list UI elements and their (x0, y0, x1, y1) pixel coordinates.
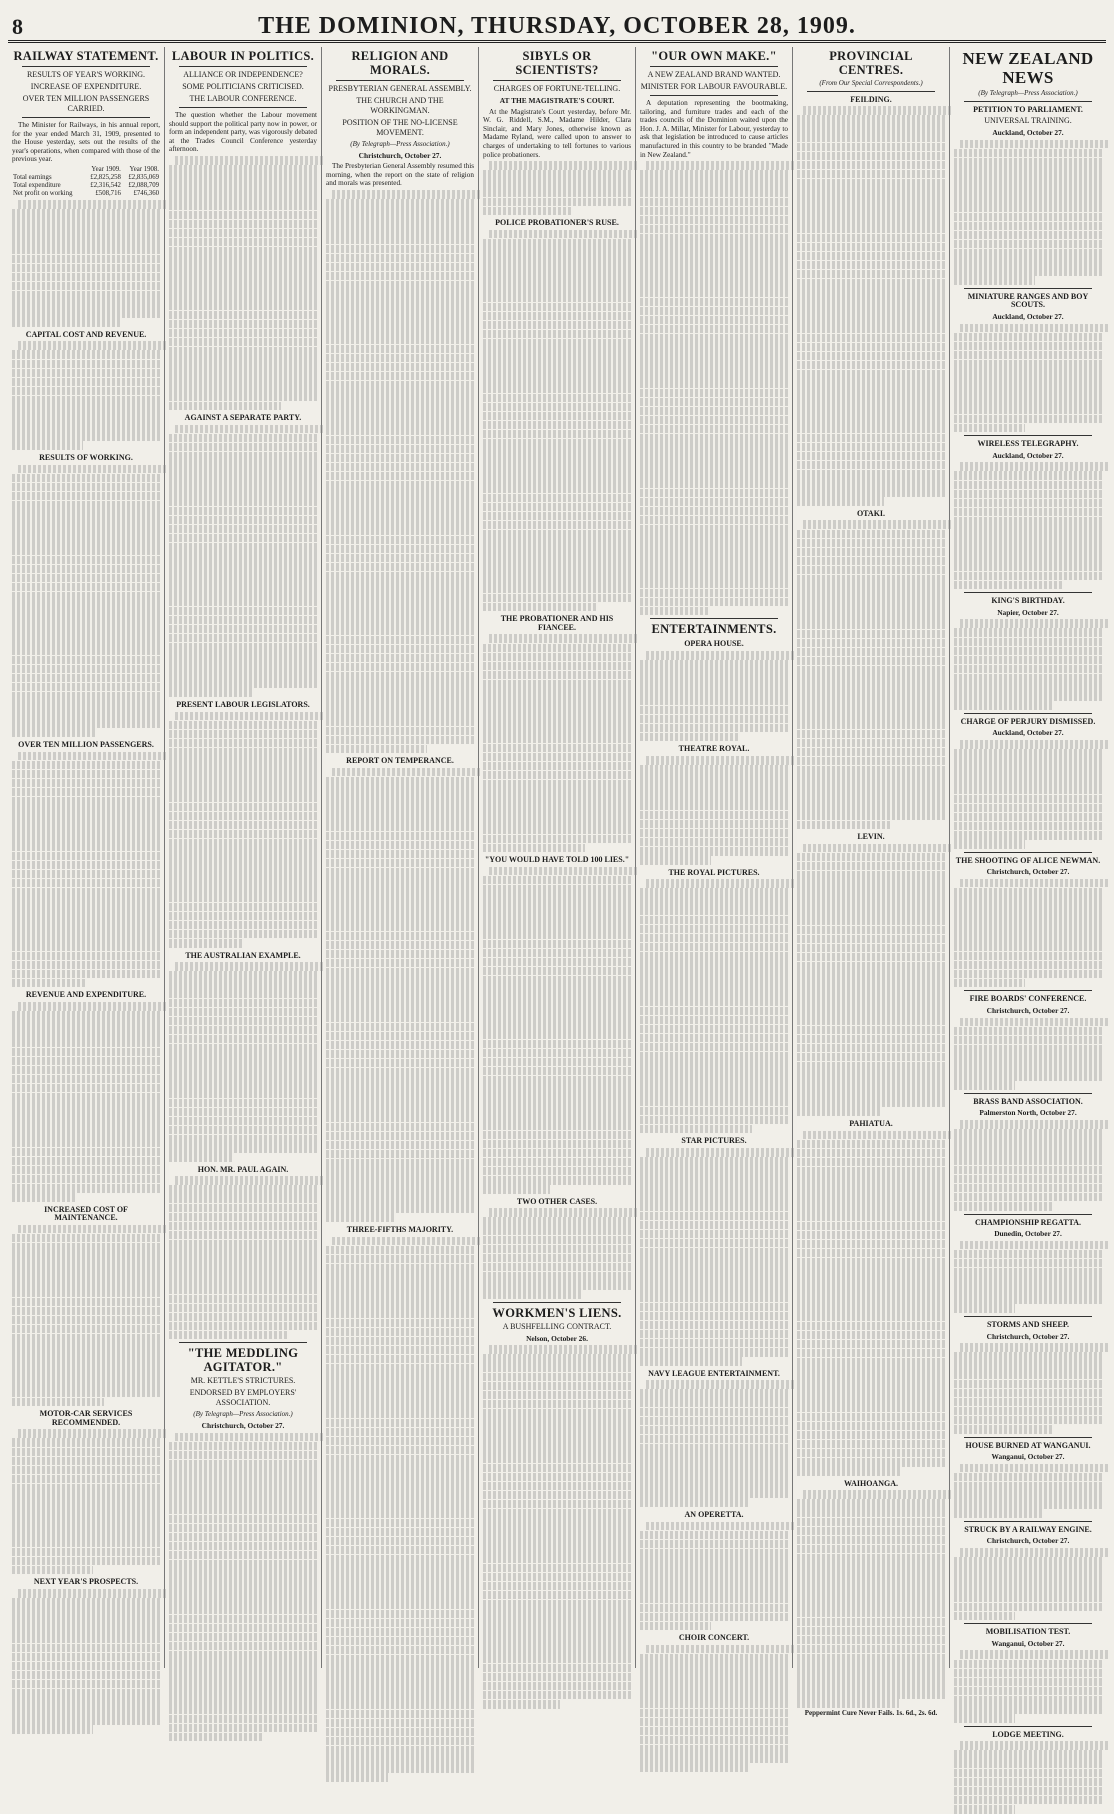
table-cell: £508,716 (95, 189, 121, 197)
deck: ENDORSED BY EMPLOYERS' ASSOCIATION. (189, 1388, 297, 1408)
dateline: Auckland, October 27. (992, 450, 1064, 460)
railway-stats-table (12, 166, 160, 198)
subheading: CAPITAL COST AND REVENUE. (25, 329, 147, 339)
subheading: OVER TEN MILLION PASSENGERS. (18, 739, 154, 749)
dateline: Wanganui, October 27. (991, 1452, 1065, 1462)
body-text (954, 462, 1102, 589)
body-text (954, 1548, 1102, 1620)
body-text (12, 200, 160, 327)
news-item-title: MOBILISATION TEST. (985, 1627, 1071, 1637)
news-item-title: FIRE BOARDS' CONFERENCE. (969, 994, 1087, 1004)
body-text (640, 1380, 788, 1507)
news-item-title: STRUCK BY A RAILWAY ENGINE. (964, 1524, 1092, 1534)
table-cell: Total earnings (13, 173, 52, 181)
news-item-title: WIRELESS TELEGRAPHY. (977, 439, 1079, 449)
subheading: PRESENT LABOUR LEGISLATORS. (176, 700, 310, 709)
subheading: THE ROYAL PICTURES. (668, 867, 760, 877)
subheading: THE AUSTRALIAN EXAMPLE. (185, 950, 301, 960)
dateline: AT THE MAGISTRATE'S COURT. (499, 96, 615, 105)
body-text (954, 324, 1102, 433)
body-text (954, 1018, 1102, 1090)
advertisement-line: Peppermint Cure Never Fails. 1s. 6d., 2s. 6d. (804, 1708, 938, 1717)
body-text (797, 1131, 945, 1476)
body-text (483, 1345, 631, 1708)
dateline: Auckland, October 27. (992, 728, 1064, 738)
body-text (169, 1433, 317, 1742)
subheading: STAR PICTURES. (681, 1136, 747, 1146)
deck: SOME POLITICIANS CRITICISED. (182, 82, 304, 91)
body-text (954, 1120, 1102, 1210)
news-item-title: BRASS BAND ASSOCIATION. (973, 1096, 1083, 1106)
body-text (169, 962, 317, 1162)
dateline: Christchurch, October 27. (986, 1331, 1070, 1341)
press-credit: (By Telegraph—Press Association.) (350, 140, 450, 148)
columns (8, 47, 1106, 1739)
subheading: WAIHOANGA. (843, 1478, 898, 1488)
body-text (12, 341, 160, 450)
table-cell: £746,360 (133, 189, 159, 197)
body-text (640, 1148, 788, 1366)
body-text (954, 140, 1102, 285)
column-provincial (792, 47, 949, 1717)
subheading: OTAKI. (856, 508, 886, 518)
body-text (640, 756, 788, 865)
page-number: 8 (12, 14, 23, 39)
body-text (954, 740, 1102, 849)
column-sibyls (478, 47, 635, 1668)
subheading: OPERA HOUSE. (684, 639, 744, 649)
subheading: HON. MR. PAUL AGAIN. (197, 1164, 289, 1174)
headline-nz-news: NEW ZEALAND NEWS (962, 49, 1094, 87)
news-item-subtitle: UNIVERSAL TRAINING. (984, 116, 1072, 126)
body-text (954, 619, 1102, 709)
subheading: INCREASED COST OF MAINTENANCE. (44, 1204, 128, 1223)
dateline: Auckland, October 27. (992, 311, 1064, 321)
body-text (12, 1429, 160, 1574)
body-text (12, 1002, 160, 1202)
dateline: Christchurch, October 27. (201, 1421, 285, 1431)
dateline: Wanganui, October 27. (991, 1638, 1065, 1648)
dateline: Dunedin, October 27. (994, 1229, 1062, 1239)
subheading: TWO OTHER CASES. (516, 1196, 598, 1206)
column-labour (164, 47, 321, 1668)
dateline: Christchurch, October 27. (986, 1006, 1070, 1016)
news-item-title: KING'S BIRTHDAY. (991, 596, 1065, 606)
subheading: THE PROBATIONER AND HIS FIANCEE. (500, 614, 614, 632)
body-text (169, 1176, 317, 1339)
deck: MINISTER FOR LABOUR FAVOURABLE. (640, 82, 788, 91)
body-text (797, 520, 945, 829)
body-text (326, 1237, 474, 1782)
subheading: PAHIATUA. (849, 1119, 893, 1128)
subheading: "YOU WOULD HAVE TOLD 100 LIES." (484, 855, 630, 865)
article-intro: At the Magistrate's Court yesterday, before Mr. W. G. Riddell, S.M., Madame Hilder, Clara Sinclair, and Mary Jones, otherwise known as Madame Ryland, were called upon to answer to charges of undertaking to tell fortunes to various police probationers. (483, 107, 631, 159)
article-intro: The question whether the Labour movement should support the political party now in power, or form an independent party, was vigorously debated at the Trades Council Conference yesterday afternoon. (169, 111, 317, 154)
body-text (797, 106, 945, 506)
article-intro: A deputation representing the bootmaking, tailoring, and furniture trades and each of the trades councils of the Dominion waited upon the Hon. J. A. Millar, Minister for Labour, yesterday to ask that legislation be introduced to cause articles manufactured in this country to be branded "Made in New Zealand." (640, 99, 788, 159)
body-text (169, 425, 317, 697)
news-item-title: CHAMPIONSHIP REGATTA. (975, 1217, 1081, 1227)
body-text (954, 1741, 1102, 1813)
subheading: AGAINST A SEPARATE PARTY. (184, 413, 302, 423)
dateline: Christchurch, October 27. (358, 150, 442, 160)
headline-provincial: PROVINCIAL CENTRES. (829, 49, 913, 77)
table-header-cell: Year 1909. (91, 165, 121, 173)
news-item-title: STORMS AND SHEEP. (986, 1319, 1070, 1329)
news-item-title: MINIATURE RANGES AND BOY SCOUTS. (967, 291, 1089, 310)
news-item-title: HOUSE BURNED AT WANGANUI. (965, 1440, 1091, 1450)
news-item-title: THE SHOOTING OF ALICE NEWMAN. (955, 855, 1101, 865)
newspaper-title: THE DOMINION, THURSDAY, OCTOBER 28, 1909. (258, 13, 856, 39)
deck: PRESBYTERIAN GENERAL ASSEMBLY. (328, 84, 472, 93)
table-cell: £2,316,542 (90, 181, 121, 189)
deck: RESULTS OF YEAR'S WORKING. (26, 70, 146, 79)
body-text (640, 1522, 788, 1631)
subheading: NEXT YEAR'S PROSPECTS. (33, 1577, 139, 1587)
news-item-title: PETITION TO PARLIAMENT. (973, 104, 1083, 114)
table-cell: £2,825,258 (90, 173, 121, 181)
body-text (169, 156, 317, 410)
deck: THE CHURCH AND THE WORKINGMAN. (356, 96, 444, 115)
headline-entertainments: ENTERTAINMENTS. (651, 622, 777, 637)
deck: THE LABOUR CONFERENCE. (189, 94, 297, 103)
headline-sibyls: SIBYLS OR SCIENTISTS? (515, 49, 599, 77)
deck: CHARGES OF FORTUNE-TELLING. (493, 84, 621, 93)
deck: A NEW ZEALAND BRAND WANTED. (647, 70, 781, 79)
headline-religion: RELIGION AND MORALS. (351, 49, 449, 77)
dateline: Christchurch, October 27. (986, 867, 1070, 877)
body-text (640, 651, 788, 741)
headline-workmens-liens: WORKMEN'S LIENS. (492, 1305, 622, 1320)
deck: POSITION OF THE NO-LICENSE MOVEMENT. (342, 118, 458, 137)
subheading: THREE-FIFTHS MAJORITY. (346, 1225, 454, 1235)
body-text (640, 161, 788, 615)
table-header-cell: Year 1908. (129, 165, 159, 173)
subheading: AN OPERETTA. (684, 1510, 744, 1520)
body-text (326, 190, 474, 753)
column-religion (321, 47, 478, 1668)
body-text (12, 1589, 160, 1734)
column-railway (8, 47, 164, 1668)
subheading: LEVIN. (857, 832, 885, 842)
column-nz-news (949, 47, 1106, 1739)
body-text (483, 161, 631, 215)
subheading: CHOIR CONCERT. (678, 1633, 750, 1643)
table-cell: £2,835,069 (128, 173, 159, 181)
body-text (12, 465, 160, 737)
deck: ALLIANCE OR INDEPENDENCE? (183, 70, 303, 79)
subheading: MOTOR-CAR SERVICES RECOMMENDED. (39, 1409, 133, 1427)
body-text (797, 1490, 945, 1708)
press-credit: (From Our Special Correspondents.) (819, 79, 923, 87)
body-text (169, 712, 317, 948)
article-intro: The Minister for Railways, in his annual report, for the year ended March 31, 1909, presented to the House yesterday, sets out the results of the year's operations, when compared with those of the previous year. (12, 121, 160, 164)
news-items (954, 101, 1102, 1814)
article-intro: The Presbyterian General Assembly resumed this morning, when the report on the state of religion and morals was presented. (326, 162, 474, 188)
headline-labour: LABOUR IN POLITICS. (171, 49, 315, 63)
dateline: Nelson, October 26. (526, 1333, 588, 1343)
subheading: POLICE PROBATIONER'S RUSE. (495, 218, 619, 228)
dateline: Napier, October 27. (997, 607, 1059, 617)
dateline: Palmerston North, October 27. (979, 1108, 1077, 1118)
deck: INCREASE OF EXPENDITURE. (30, 82, 142, 91)
masthead (8, 6, 1106, 43)
body-text (12, 1225, 160, 1406)
press-credit: (By Telegraph—Press Association.) (193, 1410, 293, 1419)
body-text (954, 1343, 1102, 1433)
dateline: Auckland, October 27. (992, 128, 1064, 138)
body-text (483, 634, 631, 852)
subheading: RESULTS OF WORKING. (39, 453, 133, 462)
deck: MR. KETTLE'S STRICTURES. (190, 1376, 296, 1386)
body-text (12, 752, 160, 988)
table-cell: £2,088,709 (128, 181, 159, 189)
press-credit: (By Telegraph—Press Association.) (978, 89, 1078, 97)
table-cell: Net profit on working (13, 189, 73, 197)
body-text (483, 867, 631, 1194)
subheading: THEATRE ROYAL. (678, 744, 750, 754)
deck: A BUSHFELLING CONTRACT. (502, 1321, 612, 1331)
headline-meddling-agitator: "THE MEDDLING AGITATOR." (187, 1346, 299, 1375)
headline-our-own-make: "OUR OWN MAKE." (651, 49, 777, 63)
body-text (483, 1208, 631, 1298)
body-text (954, 1650, 1102, 1722)
news-item-title: LODGE MEETING. (992, 1729, 1064, 1739)
subheading: REPORT ON TEMPERANCE. (346, 756, 454, 766)
column-our-own-make (635, 47, 792, 1668)
news-item-title: CHARGE OF PERJURY DISMISSED. (960, 716, 1096, 726)
body-text (954, 1241, 1102, 1313)
deck: OVER TEN MILLION PASSENGERS CARRIED. (22, 94, 150, 113)
subheading: NAVY LEAGUE ENTERTAINMENT. (648, 1368, 780, 1378)
table-header-cell (12, 166, 84, 174)
newspaper-page (8, 6, 1106, 1739)
body-text (640, 1645, 788, 1772)
body-text (954, 879, 1102, 988)
body-text (640, 879, 788, 1133)
table-cell: Total expenditure (13, 181, 61, 189)
subheading: REVENUE AND EXPENDITURE. (25, 990, 147, 1000)
subheading: FEILDING. (850, 94, 892, 104)
body-text (797, 844, 945, 1116)
headline-railway: RAILWAY STATEMENT. (13, 49, 159, 63)
body-text (326, 768, 474, 1222)
dateline: Christchurch, October 27. (986, 1536, 1070, 1546)
body-text (483, 230, 631, 611)
body-text (954, 1464, 1102, 1518)
